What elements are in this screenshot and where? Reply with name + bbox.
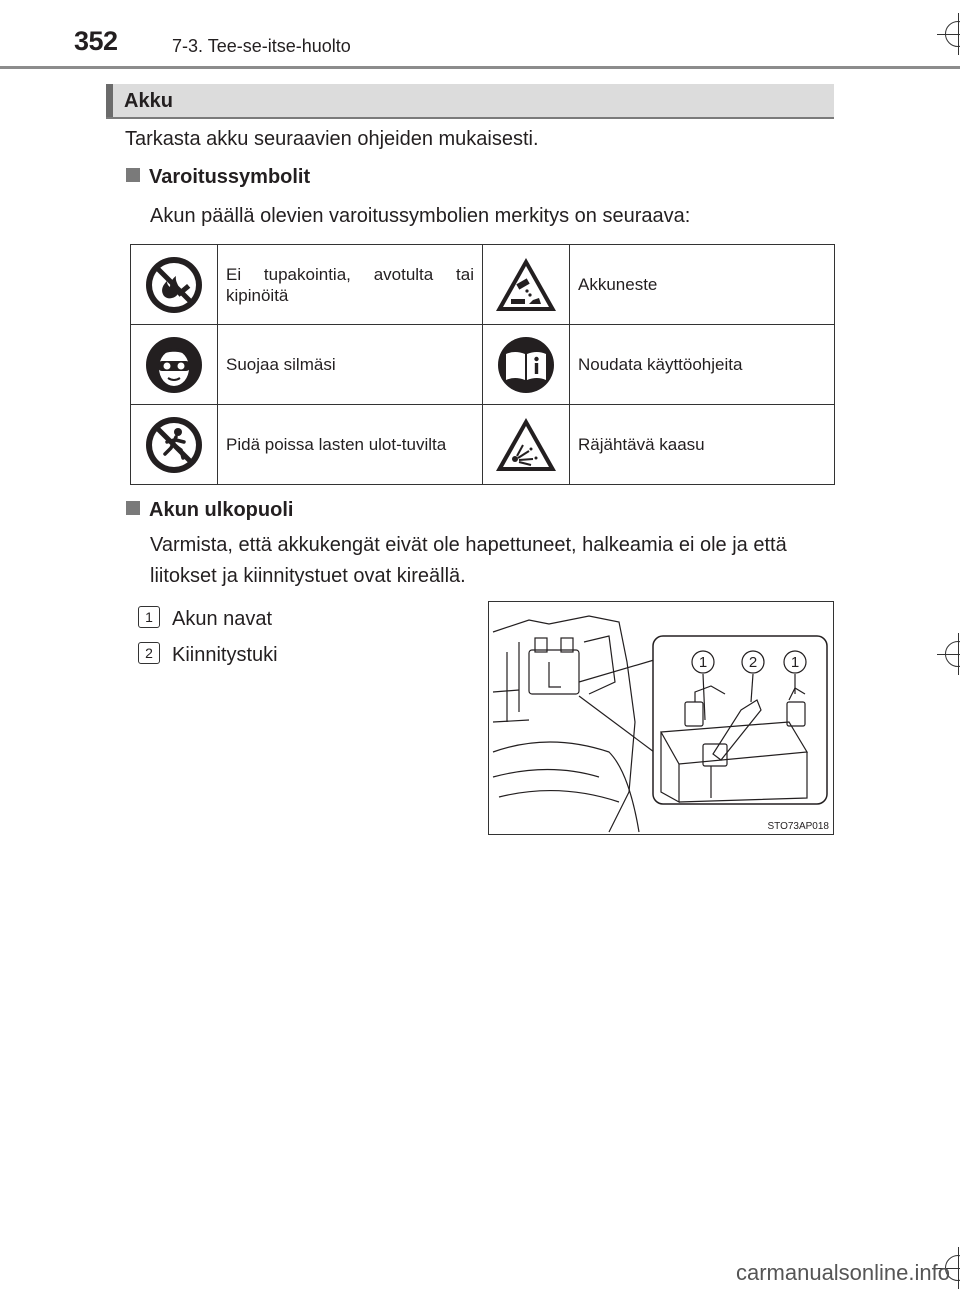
warnings-text: Akun päällä olevien varoitussymbolien merkitys on seuraava: bbox=[150, 205, 691, 227]
square-bullet-icon bbox=[126, 168, 140, 182]
list-item-label: Kiinnitystuki bbox=[172, 644, 278, 666]
warning-label: Räjähtävä kaasu bbox=[570, 405, 835, 485]
warning-label: Pidä poissa lasten ulot-tuvilta bbox=[218, 405, 483, 485]
keep-away-children-icon bbox=[131, 405, 218, 485]
section-header bbox=[106, 84, 834, 119]
exterior-heading: Akun ulkopuoli bbox=[126, 499, 293, 522]
figure-callout: 1 bbox=[790, 654, 800, 671]
exterior-text: Varmista, että akkukengät eivät ole hapettuneet, halkeamia ei ole ja että liitokset ja kiinnitystuet ovat kireällä. bbox=[150, 534, 787, 587]
square-bullet-icon bbox=[126, 501, 140, 515]
battery-acid-warning-icon bbox=[483, 245, 570, 325]
page-number: 352 bbox=[74, 26, 118, 56]
warning-label: Ei tupakointia, avotulta tai kipinöitä bbox=[218, 245, 483, 325]
list-item bbox=[138, 606, 272, 631]
battery-illustration bbox=[488, 601, 834, 835]
number-badge: 2 bbox=[138, 642, 160, 664]
figure-code: STO73AP018 bbox=[767, 821, 829, 832]
figure-callout: 1 bbox=[698, 654, 708, 671]
warnings-heading: Varoitussymbolit bbox=[126, 166, 310, 189]
section-title: Akku bbox=[124, 90, 173, 112]
figure-callout: 2 bbox=[748, 654, 758, 671]
list-item-label: Akun navat bbox=[172, 608, 273, 630]
header-rule bbox=[0, 66, 960, 69]
table-row bbox=[131, 245, 835, 325]
crop-mark-icon bbox=[937, 13, 960, 55]
warning-label: Noudata käyttöohjeita bbox=[570, 325, 835, 405]
number-badge: 1 bbox=[138, 606, 160, 628]
intro-text: Tarkasta akku seuraavien ohjeiden mukaisesti. bbox=[125, 128, 539, 150]
engine-bay-drawing bbox=[489, 602, 834, 835]
warning-symbols-table bbox=[130, 244, 835, 485]
list-item bbox=[138, 642, 278, 667]
table-row bbox=[131, 325, 835, 405]
table-row bbox=[131, 405, 835, 485]
read-manual-icon bbox=[483, 325, 570, 405]
warning-label: Akkuneste bbox=[570, 245, 835, 325]
explosive-gas-icon bbox=[483, 405, 570, 485]
chapter-title: 7-3. Tee-se-itse-huolto bbox=[172, 36, 351, 56]
crop-mark-icon bbox=[937, 633, 960, 675]
eye-protection-icon bbox=[131, 325, 218, 405]
watermark: carmanualsonline.info bbox=[735, 1260, 950, 1285]
no-smoking-flame-icon bbox=[131, 245, 218, 325]
warning-label: Suojaa silmäsi bbox=[218, 325, 483, 405]
